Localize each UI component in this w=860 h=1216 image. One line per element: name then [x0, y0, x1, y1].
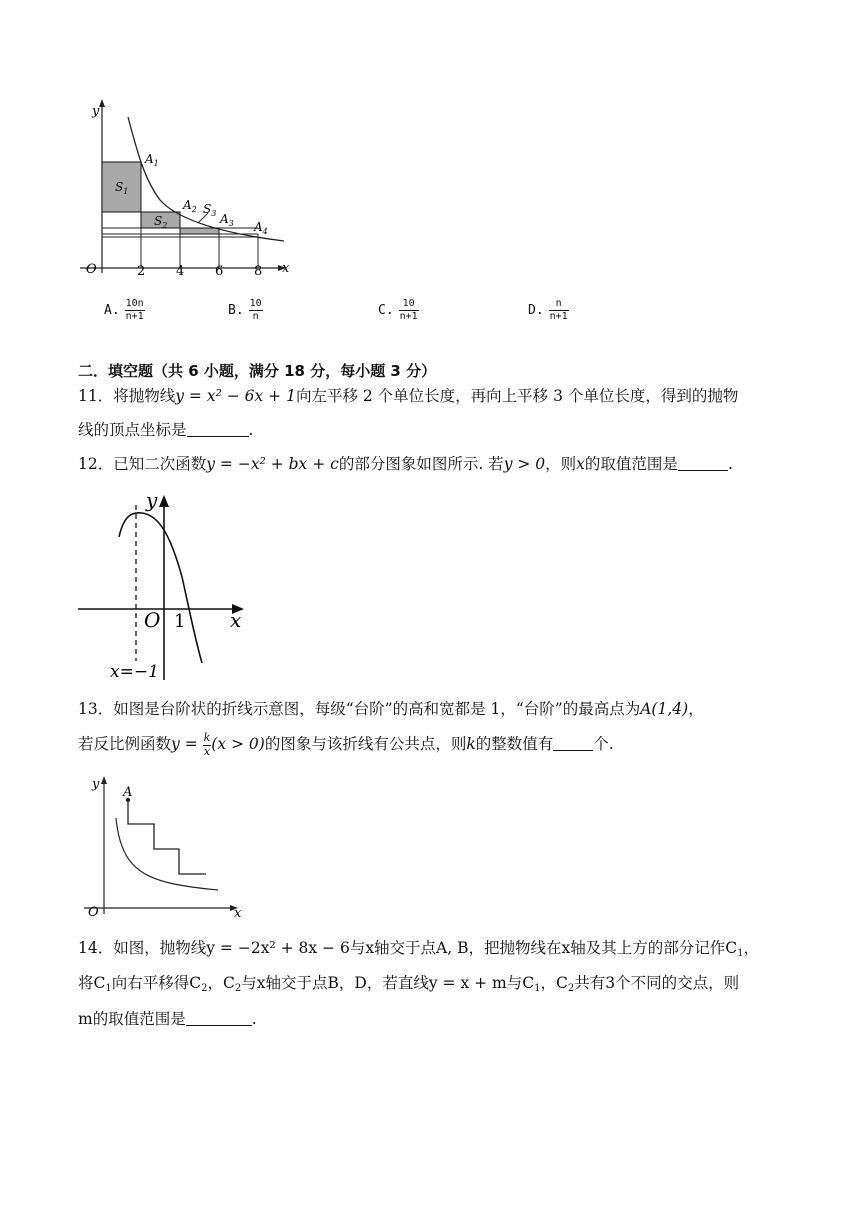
figure-q12 [74, 485, 274, 685]
option-c[interactable] [378, 298, 419, 322]
answer-blank[interactable] [678, 456, 728, 471]
fig13-y-label: y [92, 777, 100, 792]
fig10-tick: 4 [176, 264, 185, 279]
fig10-x-label: x [282, 261, 290, 276]
fig12-y-label: y [146, 488, 158, 512]
fig10-region: $S_2$ [154, 214, 168, 230]
q13-point: A(1,4) [640, 700, 689, 718]
q14-line-equation: y = x + m [428, 974, 507, 992]
option-fraction: $\frac{10}{n}$ [249, 298, 262, 322]
fig10-origin: O [86, 262, 97, 277]
fig13-origin: O [88, 905, 99, 920]
answer-blank[interactable] [187, 422, 249, 437]
section-title: 二．填空题（共 6 小题，满分 18 分，每小题 3 分） [78, 362, 437, 380]
fig10-tick: 2 [137, 264, 146, 279]
option-a[interactable] [104, 298, 145, 322]
fig12-origin: O [144, 608, 161, 632]
answer-blank[interactable] [186, 1011, 252, 1026]
fig10-point: $A_3$ [220, 212, 234, 228]
option-label: D. [528, 303, 544, 318]
question-14-line-2: 将$C_1$向右平移得$C_2$，$C_2$与x轴交于点B，D，若直线y = x + m与$C_1$，$C_2$共有3个不同的交点，则 [78, 974, 740, 994]
option-label: C. [378, 303, 394, 318]
fig10-point: $A_2$ [183, 198, 197, 214]
option-label: A. [104, 303, 120, 318]
fig10-point: $A_4$ [254, 220, 268, 236]
option-fraction: $\frac{10}{n+1}$ [399, 298, 418, 322]
question-11-line-2: 线的顶点坐标是 . [78, 421, 254, 439]
question-13-line-1: 13．如图是台阶状的折线示意图，每级“台阶”的高和宽都是 1，“台阶”的最高点为A(1,4)， [78, 700, 704, 718]
figure-q13 [78, 772, 248, 922]
fig10-point: $A_1$ [145, 152, 159, 168]
fig13-point-a: A [123, 785, 133, 800]
figure-q10 [70, 95, 310, 285]
answer-blank[interactable] [553, 736, 593, 751]
fig10-region: $S_3$ [203, 202, 217, 218]
option-b[interactable] [228, 298, 263, 322]
option-fraction: $\frac{10n}{n+1}$ [125, 298, 144, 322]
q12-equation: y = −x² + bx + c [206, 455, 339, 473]
fig10-region: $S_1$ [115, 180, 129, 196]
fig10-y-label: y [92, 104, 100, 119]
fig13-x-label: x [234, 906, 242, 921]
fig10-tick: 6 [215, 264, 224, 279]
question-14-line-1: 14．如图，抛物线y = −2x² + 8x − 6与x轴交于点A, B，把抛物线在x轴及其上方的部分记作$C_1$， [78, 939, 760, 959]
option-fraction: $\frac{n}{n+1}$ [549, 298, 568, 322]
option-d[interactable] [528, 298, 569, 322]
fig12-x-label: x [230, 608, 242, 632]
fig12-axis-label: x=−1 [110, 662, 159, 682]
q13-fraction: $\frac{k}{x}$ [203, 731, 211, 758]
question-14-line-3: m的取值范围是 . [78, 1010, 257, 1028]
fig10-tick: 8 [254, 264, 263, 279]
fig12-one: 1 [174, 611, 186, 632]
q11-equation: y = x² − 6x + 1 [175, 387, 296, 405]
question-11-line-1: 11．将抛物线y = x² − 6x + 1向左平移 2 个单位长度，再向上平移 3 个单位长度，得到的抛物 [78, 387, 739, 405]
q14-equation: y = −2x² + 8x − 6 [206, 939, 350, 957]
option-label: B. [228, 303, 244, 318]
question-12-line-1: 12．已知二次函数y = −x² + bx + c的部分图象如图所示. 若y > 0，则x的取值范围是 . [78, 455, 733, 473]
question-13-line-2: 若反比例函数y = $\frac{k}{x}$ (x > 0)的图象与该折线有公共点，则k的整数值有 个. [78, 731, 614, 758]
